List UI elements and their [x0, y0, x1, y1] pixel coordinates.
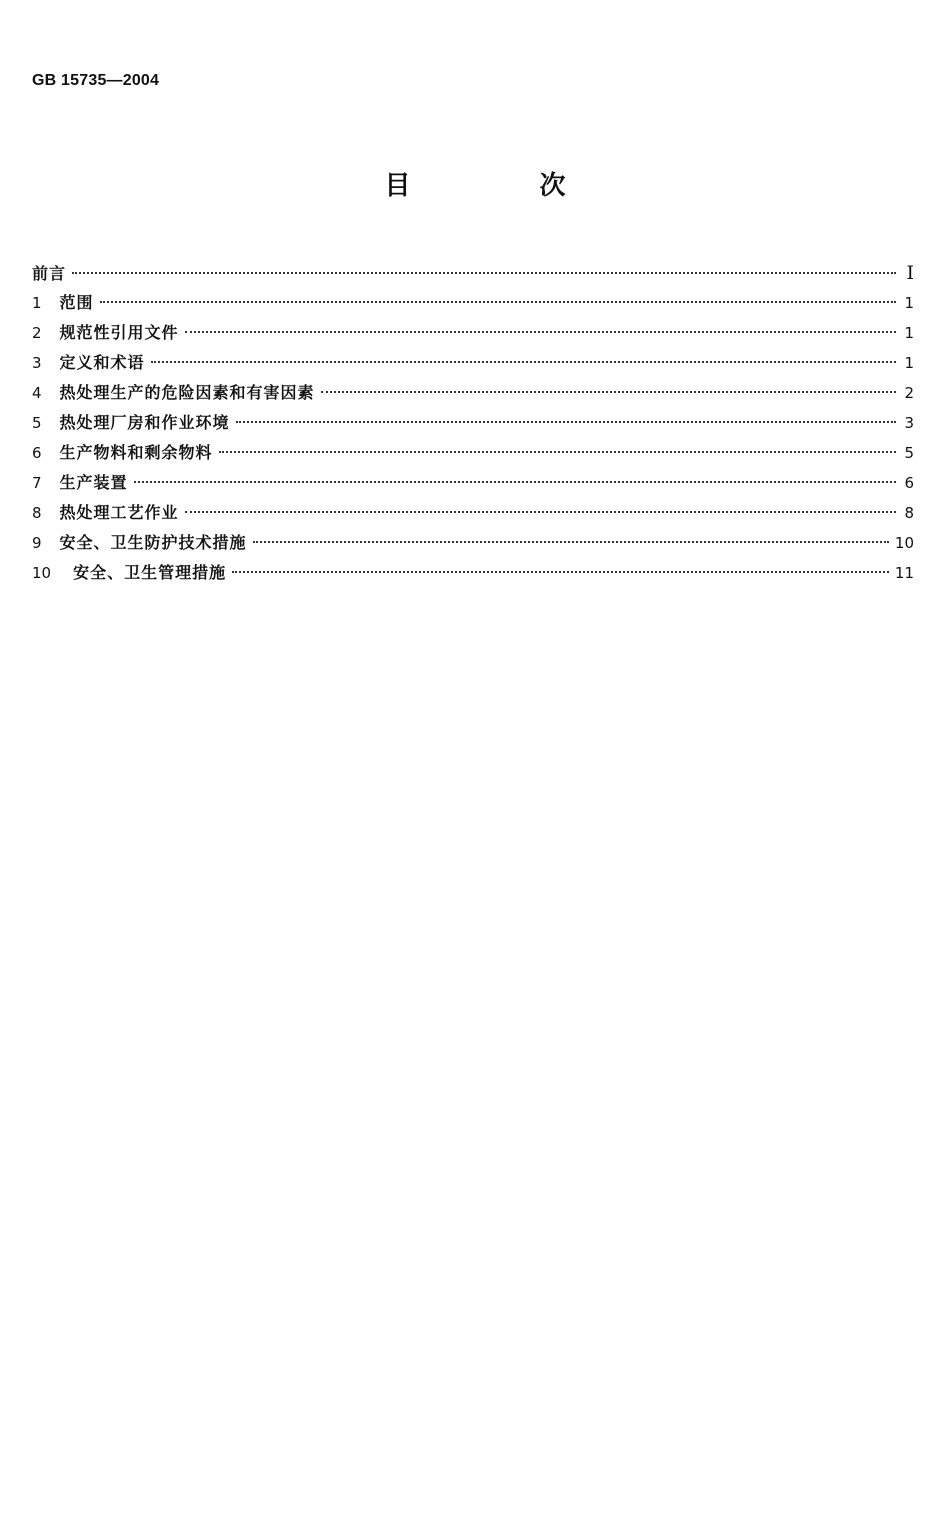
- toc-entry-1[interactable]: [32, 288, 914, 318]
- toc-entry-title: 前言: [32, 264, 67, 283]
- toc-entry-page: I: [906, 262, 914, 284]
- toc-dot-leader: [134, 481, 896, 483]
- toc-entry-number: 3: [32, 354, 42, 372]
- toc-entry-page: 1: [904, 354, 914, 372]
- table-of-contents: [32, 258, 914, 588]
- toc-entry-5[interactable]: [32, 408, 914, 438]
- toc-entry-number: 2: [32, 324, 42, 342]
- toc-entry-page: 10: [894, 534, 914, 552]
- toc-entry-3[interactable]: [32, 348, 914, 378]
- toc-entry-title: 热处理工艺作业: [59, 503, 179, 522]
- toc-dot-leader: [72, 272, 896, 274]
- toc-dot-leader: [219, 451, 896, 453]
- toc-entry-number: 10: [32, 564, 52, 582]
- toc-entry-title: 范围: [59, 293, 94, 312]
- toc-entry-title: 规范性引用文件: [59, 323, 179, 342]
- toc-entry-title: 安全、卫生防护技术措施: [59, 533, 247, 552]
- toc-dot-leader: [185, 511, 896, 513]
- toc-entry-6[interactable]: [32, 438, 914, 468]
- toc-dot-leader: [236, 421, 896, 423]
- toc-entry-number: 5: [32, 414, 42, 432]
- toc-title: 目 次: [384, 171, 626, 201]
- toc-entry-page: 1: [904, 324, 914, 342]
- toc-entry-number: 7: [32, 474, 42, 492]
- toc-entry-foreword[interactable]: [32, 258, 914, 288]
- toc-entry-title: 安全、卫生管理措施: [73, 563, 227, 582]
- toc-entry-page: 2: [904, 384, 914, 402]
- toc-entry-page: 5: [904, 444, 914, 462]
- toc-entry-number: 1: [32, 294, 42, 312]
- toc-entry-9[interactable]: [32, 528, 914, 558]
- toc-entry-page: 11: [894, 564, 914, 582]
- toc-dot-leader: [151, 361, 896, 363]
- toc-entry-title: 热处理厂房和作业环境: [59, 413, 230, 432]
- toc-dot-leader: [321, 391, 896, 393]
- toc-dot-leader: [253, 541, 889, 543]
- toc-entry-4[interactable]: [32, 378, 914, 408]
- toc-entry-8[interactable]: [32, 498, 914, 528]
- toc-entry-number: 4: [32, 384, 42, 402]
- toc-dot-leader: [232, 571, 889, 573]
- toc-entry-page: 1: [904, 294, 914, 312]
- toc-entry-2[interactable]: [32, 318, 914, 348]
- toc-entry-title: 生产装置: [59, 473, 128, 492]
- toc-entry-title: 生产物料和剩余物料: [59, 443, 213, 462]
- toc-entry-title: 定义和术语: [59, 353, 145, 372]
- toc-entry-number: 6: [32, 444, 42, 462]
- toc-entry-10[interactable]: [32, 558, 914, 588]
- toc-dot-leader: [100, 301, 896, 303]
- toc-entry-page: 6: [904, 474, 914, 492]
- toc-entry-7[interactable]: [32, 468, 914, 498]
- toc-dot-leader: [185, 331, 896, 333]
- toc-entry-page: 8: [904, 504, 914, 522]
- standard-number: GB 15735—2004: [32, 72, 160, 89]
- toc-entry-number: 8: [32, 504, 42, 522]
- toc-entry-number: 9: [32, 534, 42, 552]
- toc-entry-title: 热处理生产的危险因素和有害因素: [59, 383, 315, 402]
- toc-entry-page: 3: [904, 414, 914, 432]
